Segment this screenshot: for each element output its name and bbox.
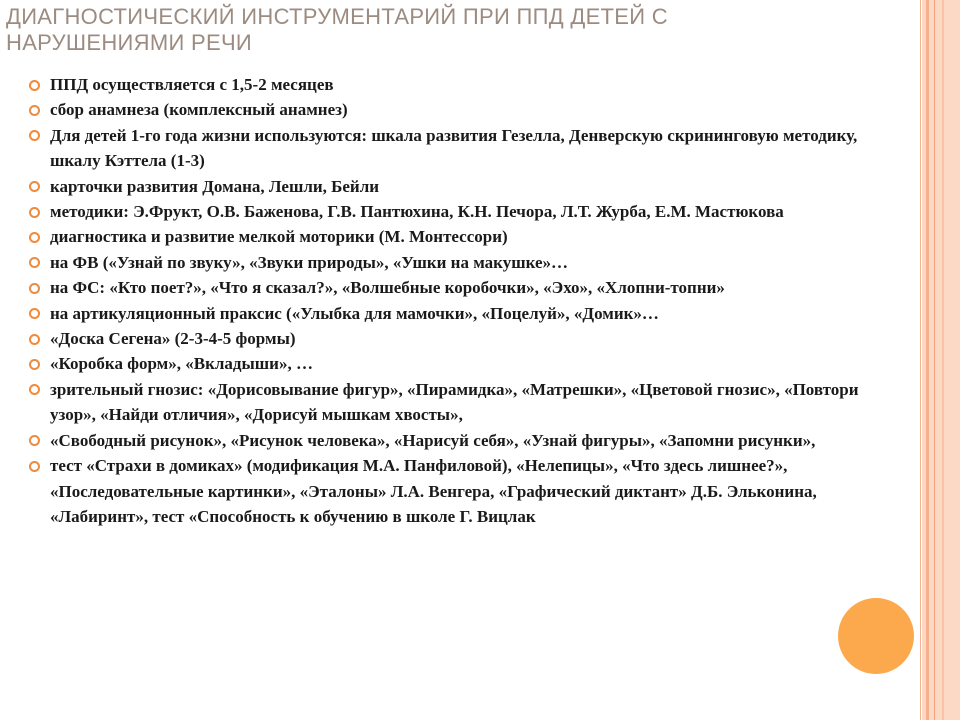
decorative-side-band xyxy=(922,0,960,720)
list-item: методики: Э.Фрукт, О.В. Баженова, Г.В. Пантюхина, К.Н. Печора, Л.Т. Журба, Е.М. Мастюкова xyxy=(24,199,884,224)
circle-bullet-icon xyxy=(29,435,40,446)
band-stripe xyxy=(942,0,944,720)
band-stripe xyxy=(934,0,935,720)
band-stripe xyxy=(926,0,929,720)
slide-title-line-2: НАРУШЕНИЯМИ РЕЧИ xyxy=(6,30,253,55)
list-item: на ФС: «Кто поет?», «Что я сказал?», «Волшебные коробочки», «Эхо», «Хлопни-топни» xyxy=(24,275,884,300)
circle-bullet-icon xyxy=(29,105,40,116)
circle-bullet-icon xyxy=(29,359,40,370)
divider-line xyxy=(920,0,921,720)
circle-bullet-icon xyxy=(29,80,40,91)
list-item: диагностика и развитие мелкой моторики (М. Монтессори) xyxy=(24,224,884,249)
orange-circle-decoration xyxy=(838,598,914,674)
circle-bullet-icon xyxy=(29,257,40,268)
list-item: на ФВ («Узнай по звуку», «Звуки природы», «Ушки на макушке»… xyxy=(24,250,884,275)
bullet-list xyxy=(24,72,884,529)
circle-bullet-icon xyxy=(29,384,40,395)
list-item: зрительный гнозис: «Дорисовывание фигур», «Пирамидка», «Матрешки», «Цветовой гнозис», «Повтори узор», «Найди отличия», «Дорисуй мышкам хвосты», xyxy=(24,377,884,428)
list-item: Для детей 1-го года жизни используются: шкала развития Гезелла, Денверскую скрининговую методику, шкалу Кэттела (1-3) xyxy=(24,123,884,174)
list-item: тест «Страхи в домиках» (модификация М.А. Панфиловой), «Нелепицы», «Что здесь лишнее?», «Последовательные картинки», «Эталоны» Л.А. Венгера, «Графический диктант» Д.Б. Эльконина, «Лабиринт», тест «Способность к обучению в школе Г. Вицлак xyxy=(24,453,884,529)
list-item: карточки развития Домана, Лешли, Бейли xyxy=(24,174,884,199)
list-item: на артикуляционный праксис («Улыбка для мамочки», «Поцелуй», «Домик»… xyxy=(24,301,884,326)
circle-bullet-icon xyxy=(29,461,40,472)
list-item: сбор анамнеза (комплексный анамнез) xyxy=(24,97,884,122)
list-item: «Доска Сегена» (2-3-4-5 формы) xyxy=(24,326,884,351)
circle-bullet-icon xyxy=(29,283,40,294)
slide-title-line-1: ДИАГНОСТИЧЕСКИЙ ИНСТРУМЕНТАРИЙ ПРИ ППД ДЕТЕЙ С xyxy=(6,4,668,29)
list-item: ППД осуществляется с 1,5-2 месяцев xyxy=(24,72,884,97)
circle-bullet-icon xyxy=(29,181,40,192)
list-item: «Коробка форм», «Вкладыши», … xyxy=(24,351,884,376)
list-item: «Свободный рисунок», «Рисунок человека», «Нарисуй себя», «Узнай фигуры», «Запомни рисунки», xyxy=(24,428,884,453)
circle-bullet-icon xyxy=(29,334,40,345)
circle-bullet-icon xyxy=(29,308,40,319)
circle-bullet-icon xyxy=(29,130,40,141)
circle-bullet-icon xyxy=(29,207,40,218)
circle-bullet-icon xyxy=(29,232,40,243)
slide-title xyxy=(6,4,906,56)
